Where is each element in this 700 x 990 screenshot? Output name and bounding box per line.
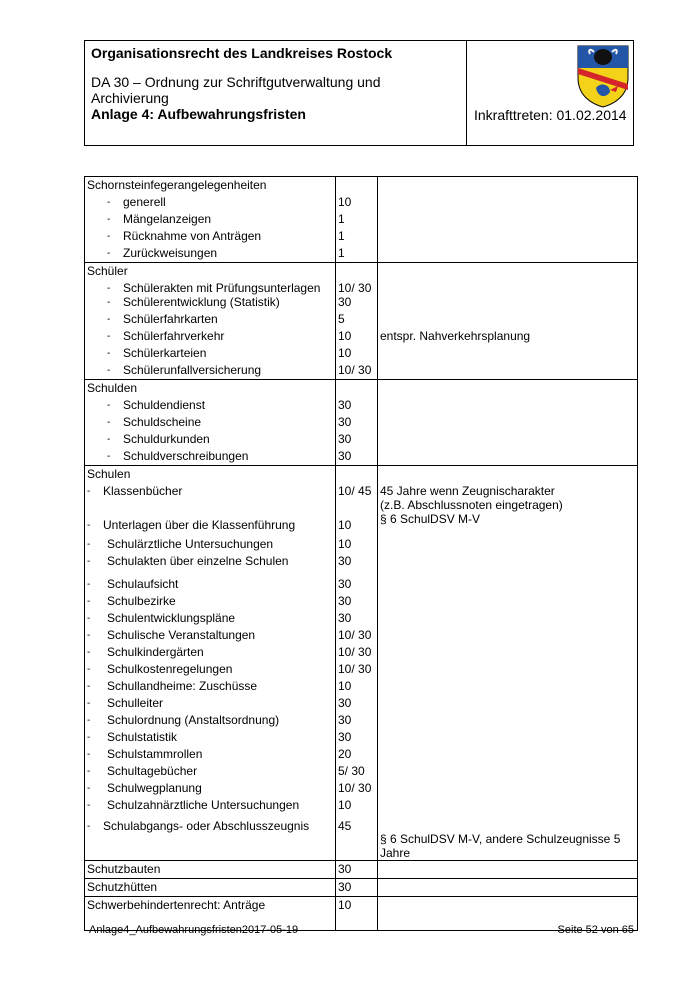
retention-value: 10/ 30: [338, 781, 372, 795]
list-item: - Schultagebücher: [87, 763, 333, 780]
list-item: - Schulstatistik: [87, 729, 333, 746]
retention-value: 30: [338, 415, 352, 429]
retention-value: 10: [338, 679, 352, 693]
header-doc-line1: DA 30 – Ordnung zur Schriftgutverwaltung und: [91, 74, 381, 90]
section-schulen: [85, 466, 638, 861]
list-item: - generell: [87, 194, 333, 211]
retention-value: 10/ 30: [338, 363, 372, 377]
list-item: - Mängelanzeigen: [87, 211, 333, 228]
retention-value: 10: [336, 897, 378, 931]
list-item: - Schuldscheine: [87, 414, 333, 431]
section-title: Schornsteinfegerangelegenheiten: [87, 178, 267, 192]
list-item: - Schuldverschreibungen: [87, 448, 333, 465]
retention-value: 20: [338, 747, 352, 761]
footer-page-number: Seite 52 von 65: [557, 924, 634, 936]
list-item: - Schulstammrollen: [87, 746, 333, 763]
retention-value: 30: [338, 554, 352, 568]
list-item: - Schulabgangs- oder Abschlusszeugnis: [87, 818, 333, 835]
retention-value: 10: [338, 798, 352, 812]
list-item: - Schuldurkunden: [87, 431, 333, 448]
list-item: - Schulordnung (Anstaltsordnung): [87, 712, 333, 729]
retention-note: entspr. Nahverkehrsplanung: [380, 329, 531, 343]
list-item: - Schülerfahrkarten: [87, 311, 333, 328]
retention-value: 1: [338, 246, 345, 260]
list-item: - Schulakten über einzelne Schulen: [87, 553, 333, 570]
coat-of-arms-icon: [576, 44, 630, 108]
retention-value: 30: [338, 432, 352, 446]
retention-value: 30: [338, 449, 352, 463]
header-doc-line2: Archivierung: [91, 90, 169, 106]
list-item: - Schullandheime: Zuschüsse: [87, 678, 333, 695]
header-effective-date: Inkrafttreten: 01.02.2014: [474, 107, 627, 123]
retention-value: 30: [338, 730, 352, 744]
section-title: Schutzbauten: [85, 861, 336, 879]
list-item: - Schulärztliche Untersuchungen: [87, 536, 333, 553]
list-item: - Schülerfahrverkehr: [87, 328, 333, 345]
list-item: - Schulentwicklungspläne: [87, 610, 333, 627]
retention-note: § 6 SchulDSV M-V: [380, 512, 481, 526]
list-item: - Klassenbücher: [87, 483, 333, 500]
list-item: - Unterlagen über die Klassenführung: [87, 517, 333, 534]
list-item: - Schuldendienst: [87, 397, 333, 414]
retention-value: 10: [338, 329, 352, 343]
list-item: - Schülerkarteien: [87, 345, 333, 362]
retention-value: 45: [338, 819, 352, 833]
section-title: Schwerbehindertenrecht: Anträge: [85, 897, 336, 931]
page-footer: [89, 924, 634, 936]
retention-value: 30: [336, 861, 378, 879]
list-item: - Schulische Veranstaltungen: [87, 627, 333, 644]
retention-table: [84, 176, 638, 931]
list-item: - Schulkindergärten: [87, 644, 333, 661]
list-item: - Schulwegplanung: [87, 780, 333, 797]
retention-value: 30: [338, 594, 352, 608]
header-annex: Anlage 4: Aufbewahrungsfristen: [91, 106, 306, 122]
section-schueler: [85, 263, 638, 380]
list-item: - Schulaufsicht: [87, 576, 333, 593]
list-item: - Schulkostenregelungen: [87, 661, 333, 678]
list-item: - Rücknahme von Anträgen: [87, 228, 333, 245]
section-title: Schüler: [87, 264, 128, 278]
section-schornstein: [85, 177, 638, 263]
retention-value: 30: [338, 295, 352, 309]
section-schutzhuetten: [85, 879, 638, 897]
retention-value: 10/ 30: [338, 662, 372, 676]
section-title: Schulden: [87, 381, 138, 395]
retention-value: 30: [338, 713, 352, 727]
section-schutzbauten: [85, 861, 638, 879]
list-item: - Schulzahnärztliche Untersuchungen: [87, 797, 333, 814]
list-item: - Schülerakten mit Prüfungsunterlagen: [87, 280, 333, 294]
retention-note: 45 Jahre wenn Zeugnischarakter: [380, 484, 555, 498]
section-title: Schulen: [87, 467, 131, 481]
list-item: - Schülerentwicklung (Statistik): [87, 294, 333, 311]
retention-value: 30: [338, 577, 352, 591]
retention-value: 10: [338, 195, 352, 209]
retention-value: 10: [338, 537, 352, 551]
retention-value: 1: [338, 212, 345, 226]
retention-value: 1: [338, 229, 345, 243]
retention-value: 30: [336, 879, 378, 897]
retention-value: 30: [338, 398, 352, 412]
retention-value: 10: [338, 346, 352, 360]
retention-value: 30: [338, 696, 352, 710]
list-item: - Schülerunfallversicherung: [87, 362, 333, 379]
retention-value: 10: [338, 518, 352, 532]
retention-value: 10/ 45: [338, 484, 372, 498]
section-schulden: [85, 380, 638, 466]
list-item: - Schulbezirke: [87, 593, 333, 610]
retention-value: 5/ 30: [338, 764, 365, 778]
list-item: - Schulleiter: [87, 695, 333, 712]
footer-filename: Anlage4_Aufbewahrungsfristen2017-05-19: [89, 924, 299, 936]
list-item: - Zurückweisungen: [87, 245, 333, 262]
section-title: Schutzhütten: [85, 879, 336, 897]
retention-value: 10/ 30: [338, 645, 372, 659]
retention-value: 30: [338, 611, 352, 625]
retention-value: 10/ 30: [338, 628, 372, 642]
header-left-cell: [85, 41, 467, 145]
document-header: [84, 40, 634, 146]
retention-note: § 6 SchulDSV M-V, andere Schulzeugnisse 5 Jahre: [380, 832, 621, 860]
retention-note: (z.B. Abschlussnoten eingetragen): [380, 498, 563, 512]
retention-value: 10/ 30: [338, 281, 372, 295]
retention-value: 5: [338, 312, 345, 326]
header-title: Organisationsrecht des Landkreises Rostock: [91, 45, 393, 61]
